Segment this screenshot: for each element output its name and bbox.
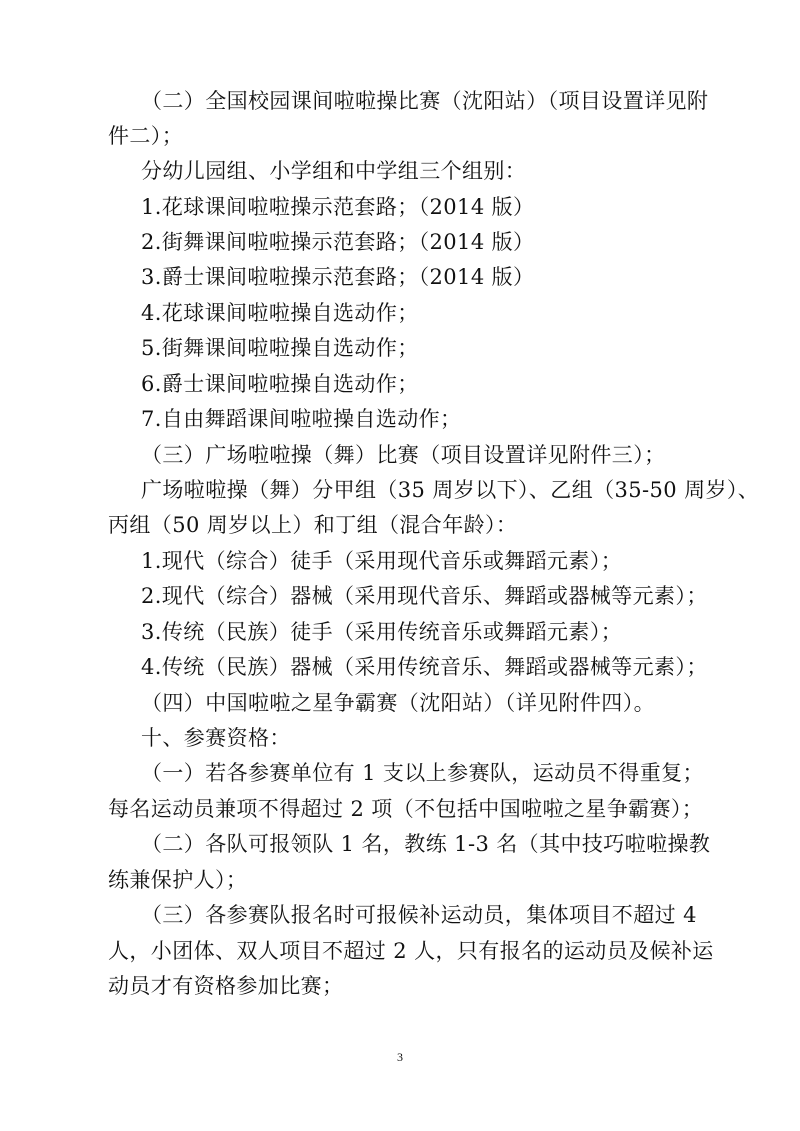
text-line: 分幼儿园组、小学组和中学组三个组别： <box>141 159 527 183</box>
text-line: 丙组（50 周岁以上）和丁组（混合年龄）： <box>108 513 518 537</box>
text-line: 人，小团体、双人项目不超过 2 人，只有报名的运动员及候补运 <box>108 939 714 963</box>
text-line: 件二）； <box>108 124 184 148</box>
list-item: 4.花球课间啦啦操自选动作； <box>141 301 419 325</box>
section-heading: 十、参赛资格： <box>141 726 291 750</box>
list-item: 6.爵士课间啦啦操自选动作； <box>141 372 419 396</box>
text-line: 练兼保护人）； <box>108 868 248 892</box>
list-item: 1.花球课间啦啦操示范套路；（2014 版） <box>141 195 535 219</box>
list-item: 4.传统（民族）器械（采用传统音乐、舞蹈或器械等元素）； <box>141 655 708 679</box>
text-line: 每名运动员兼项不得超过 2 项（不包括中国啦啦之星争霸赛）； <box>108 797 704 821</box>
list-item: 3.爵士课间啦啦操示范套路；（2014 版） <box>141 265 535 289</box>
page-number: 3 <box>397 1050 403 1064</box>
list-item: 2.现代（综合）器械（采用现代音乐、舞蹈或器械等元素）； <box>141 584 708 608</box>
text-line: （一）若各参赛单位有 1 支以上参赛队，运动员不得重复； <box>141 761 704 785</box>
list-item: 7.自由舞蹈课间啦啦操自选动作； <box>141 407 462 431</box>
text-line: （三）各参赛队报名时可报候补运动员，集体项目不超过 4 <box>141 903 697 927</box>
list-item: 1.现代（综合）徒手（采用现代音乐或舞蹈元素）； <box>141 549 623 573</box>
text-line: 动员才有资格参加比赛； <box>108 974 344 998</box>
text-line: （二）各队可报领队 1 名，教练 1-3 名（其中技巧啦啦操教 <box>141 832 711 856</box>
list-item: 3.传统（民族）徒手（采用传统音乐或舞蹈元素）； <box>141 620 623 644</box>
section-heading: （三）广场啦啦操（舞）比赛（项目设置详见附件三）； <box>141 443 666 467</box>
section-heading: （四）中国啦啦之星争霸赛（沈阳站）（详见附件四）。 <box>141 691 655 715</box>
list-item: 5.街舞课间啦啦操自选动作； <box>141 336 419 360</box>
list-item: 2.街舞课间啦啦操示范套路；（2014 版） <box>141 230 535 254</box>
text-line: （二）全国校园课间啦啦操比赛（沈阳站）（项目设置详见附 <box>141 89 709 113</box>
text-line: 广场啦啦操（舞）分甲组（35 周岁以下）、乙组（35-50 周岁）、 <box>141 478 760 502</box>
